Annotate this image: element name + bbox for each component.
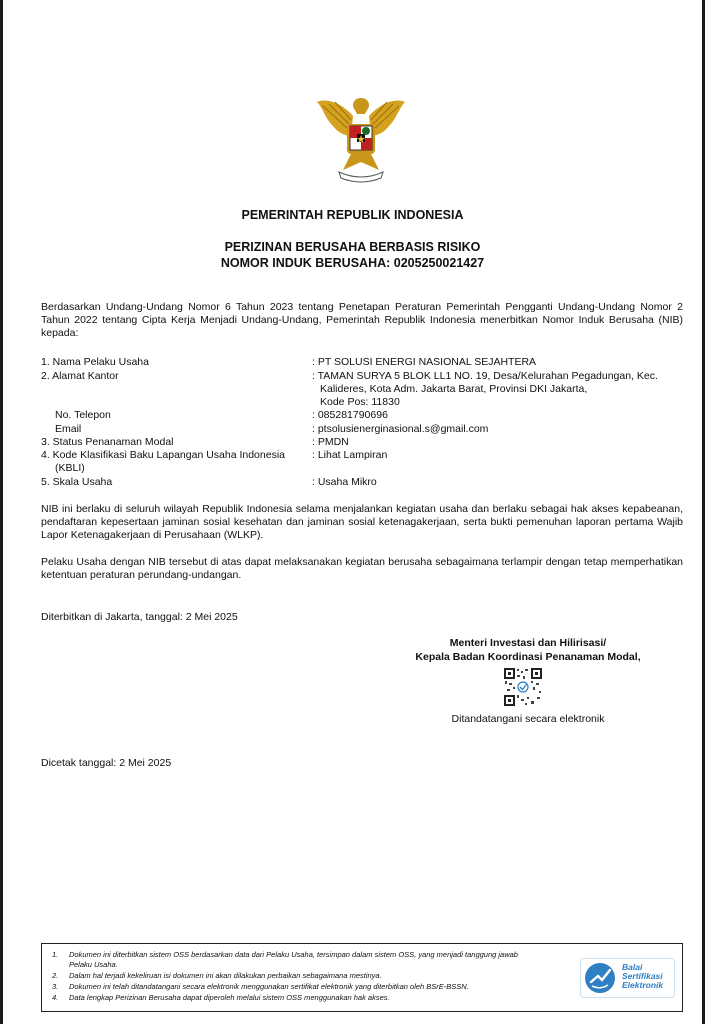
field-label-telepon: No. Telepon (55, 409, 111, 421)
signed-electronically: Ditandatangani secara elektronik (451, 713, 605, 725)
field-label-nama: 1. Nama Pelaku Usaha (41, 356, 149, 368)
field-value-alamat-3: Kode Pos: 11830 (320, 396, 400, 408)
field-label-kbli: 4. Kode Klasifikasi Baku Lapangan Usaha Indonesia (41, 449, 286, 461)
signatory-title-1: Menteri Investasi dan Hilirisasi/ (449, 637, 607, 649)
validity-paragraph: NIB ini berlaku di seluruh wilayah Republik Indonesia selama menjalankan kegiatan usaha dan berlaku sebagai hak akses kepabeanan, pendaftaran kepesertaan jaminan sosial kesehatan dan jaminan sosial ketenagakerjaan, serta bukti pemenuhan laporan pertama Wajib Lapor Ketenagakerjaan di Perusahaan (WLKP). (41, 503, 683, 541)
document-title: PERIZINAN BERUSAHA BERBASIS RISIKO (224, 240, 481, 254)
field-value-skala: : Usaha Mikro (312, 476, 377, 488)
signatory-title-2: Kepala Badan Koordinasi Penanaman Modal, (415, 651, 641, 663)
qr-code[interactable] (503, 667, 543, 707)
issued-date: Diterbitkan di Jakarta, tanggal: 2 Mei 2025 (41, 611, 238, 623)
obligation-paragraph: Pelaku Usaha dengan NIB tersebut di atas dapat melaksanakan kegiatan berusaha sebagaimana terlampir dengan tetap memperhatikan ketentuan peraturan perundang-undangan. (41, 556, 683, 581)
field-value-alamat-2: Kalideres, Kota Adm. Jakarta Barat, Provinsi DKI Jakarta, (320, 383, 588, 395)
printed-date: Dicetak tanggal: 2 Mei 2025 (41, 757, 172, 769)
field-label-status: 3. Status Penanaman Modal (41, 436, 174, 448)
field-value-status: : PMDN (312, 436, 349, 448)
bsre-logo-text: Balai Sertifikasi Elektronik (622, 962, 664, 990)
document-page (3, 0, 702, 1024)
field-label-kbli-2: (KBLI) (55, 462, 85, 474)
footer-notes-box: 1. Dokumen ini diterbitkan sistem OSS berdasarkan data dari Pelaku Usaha, tersimpan dalam sistem OSS, yang menjadi tanggung jawab Pelaku Usaha. 2. Dalam hal terjadi kekeliruan isi dokumen ini akan dilakukan perbaikan sebagaimana mestinya. 3. Dokumen ini telah ditandatangani secara elektronik menggunakan sertifikat elektronik yang diterbitkan oleh BSrE-BSSN. 4. Data lengkap Perizinan Berusaha dapat diperoleh melalui sistem OSS menggunakan hak akses. Balai Sertifikasi Elektronik (41, 943, 683, 1012)
field-value-telepon: : 085281790696 (312, 409, 388, 421)
intro-paragraph: Berdasarkan Undang-Undang Nomor 6 Tahun 2023 tentang Penetapan Peraturan Pemerintah Pengganti Undang-Undang Nomor 2 Tahun 2022 tentang Cipta Kerja Menjadi Undang-Undang, Pemerintah Republik Indonesia menerbitkan Nomor Induk Berusaha (NIB) kepada: (41, 301, 683, 339)
field-value-kbli: : Lihat Lampiran (312, 449, 388, 461)
field-label-email: Email (55, 423, 82, 435)
field-label-alamat: 2. Alamat Kantor (41, 370, 119, 382)
nib-number: NOMOR INDUK BERUSAHA: 0205250021427 (220, 256, 485, 270)
garuda-emblem (313, 92, 409, 188)
field-value-email: : ptsolusienerginasional.s@gmail.com (312, 423, 489, 435)
field-value-alamat-1: : TAMAN SURYA 5 BLOK LL1 NO. 19, Desa/Kelurahan Pegadungan, Kec. (312, 370, 658, 382)
field-label-skala: 5. Skala Usaha (41, 476, 113, 488)
field-value-nama: : PT SOLUSI ENERGI NASIONAL SEJAHTERA (312, 356, 537, 368)
government-heading: PEMERINTAH REPUBLIK INDONESIA (241, 208, 464, 222)
